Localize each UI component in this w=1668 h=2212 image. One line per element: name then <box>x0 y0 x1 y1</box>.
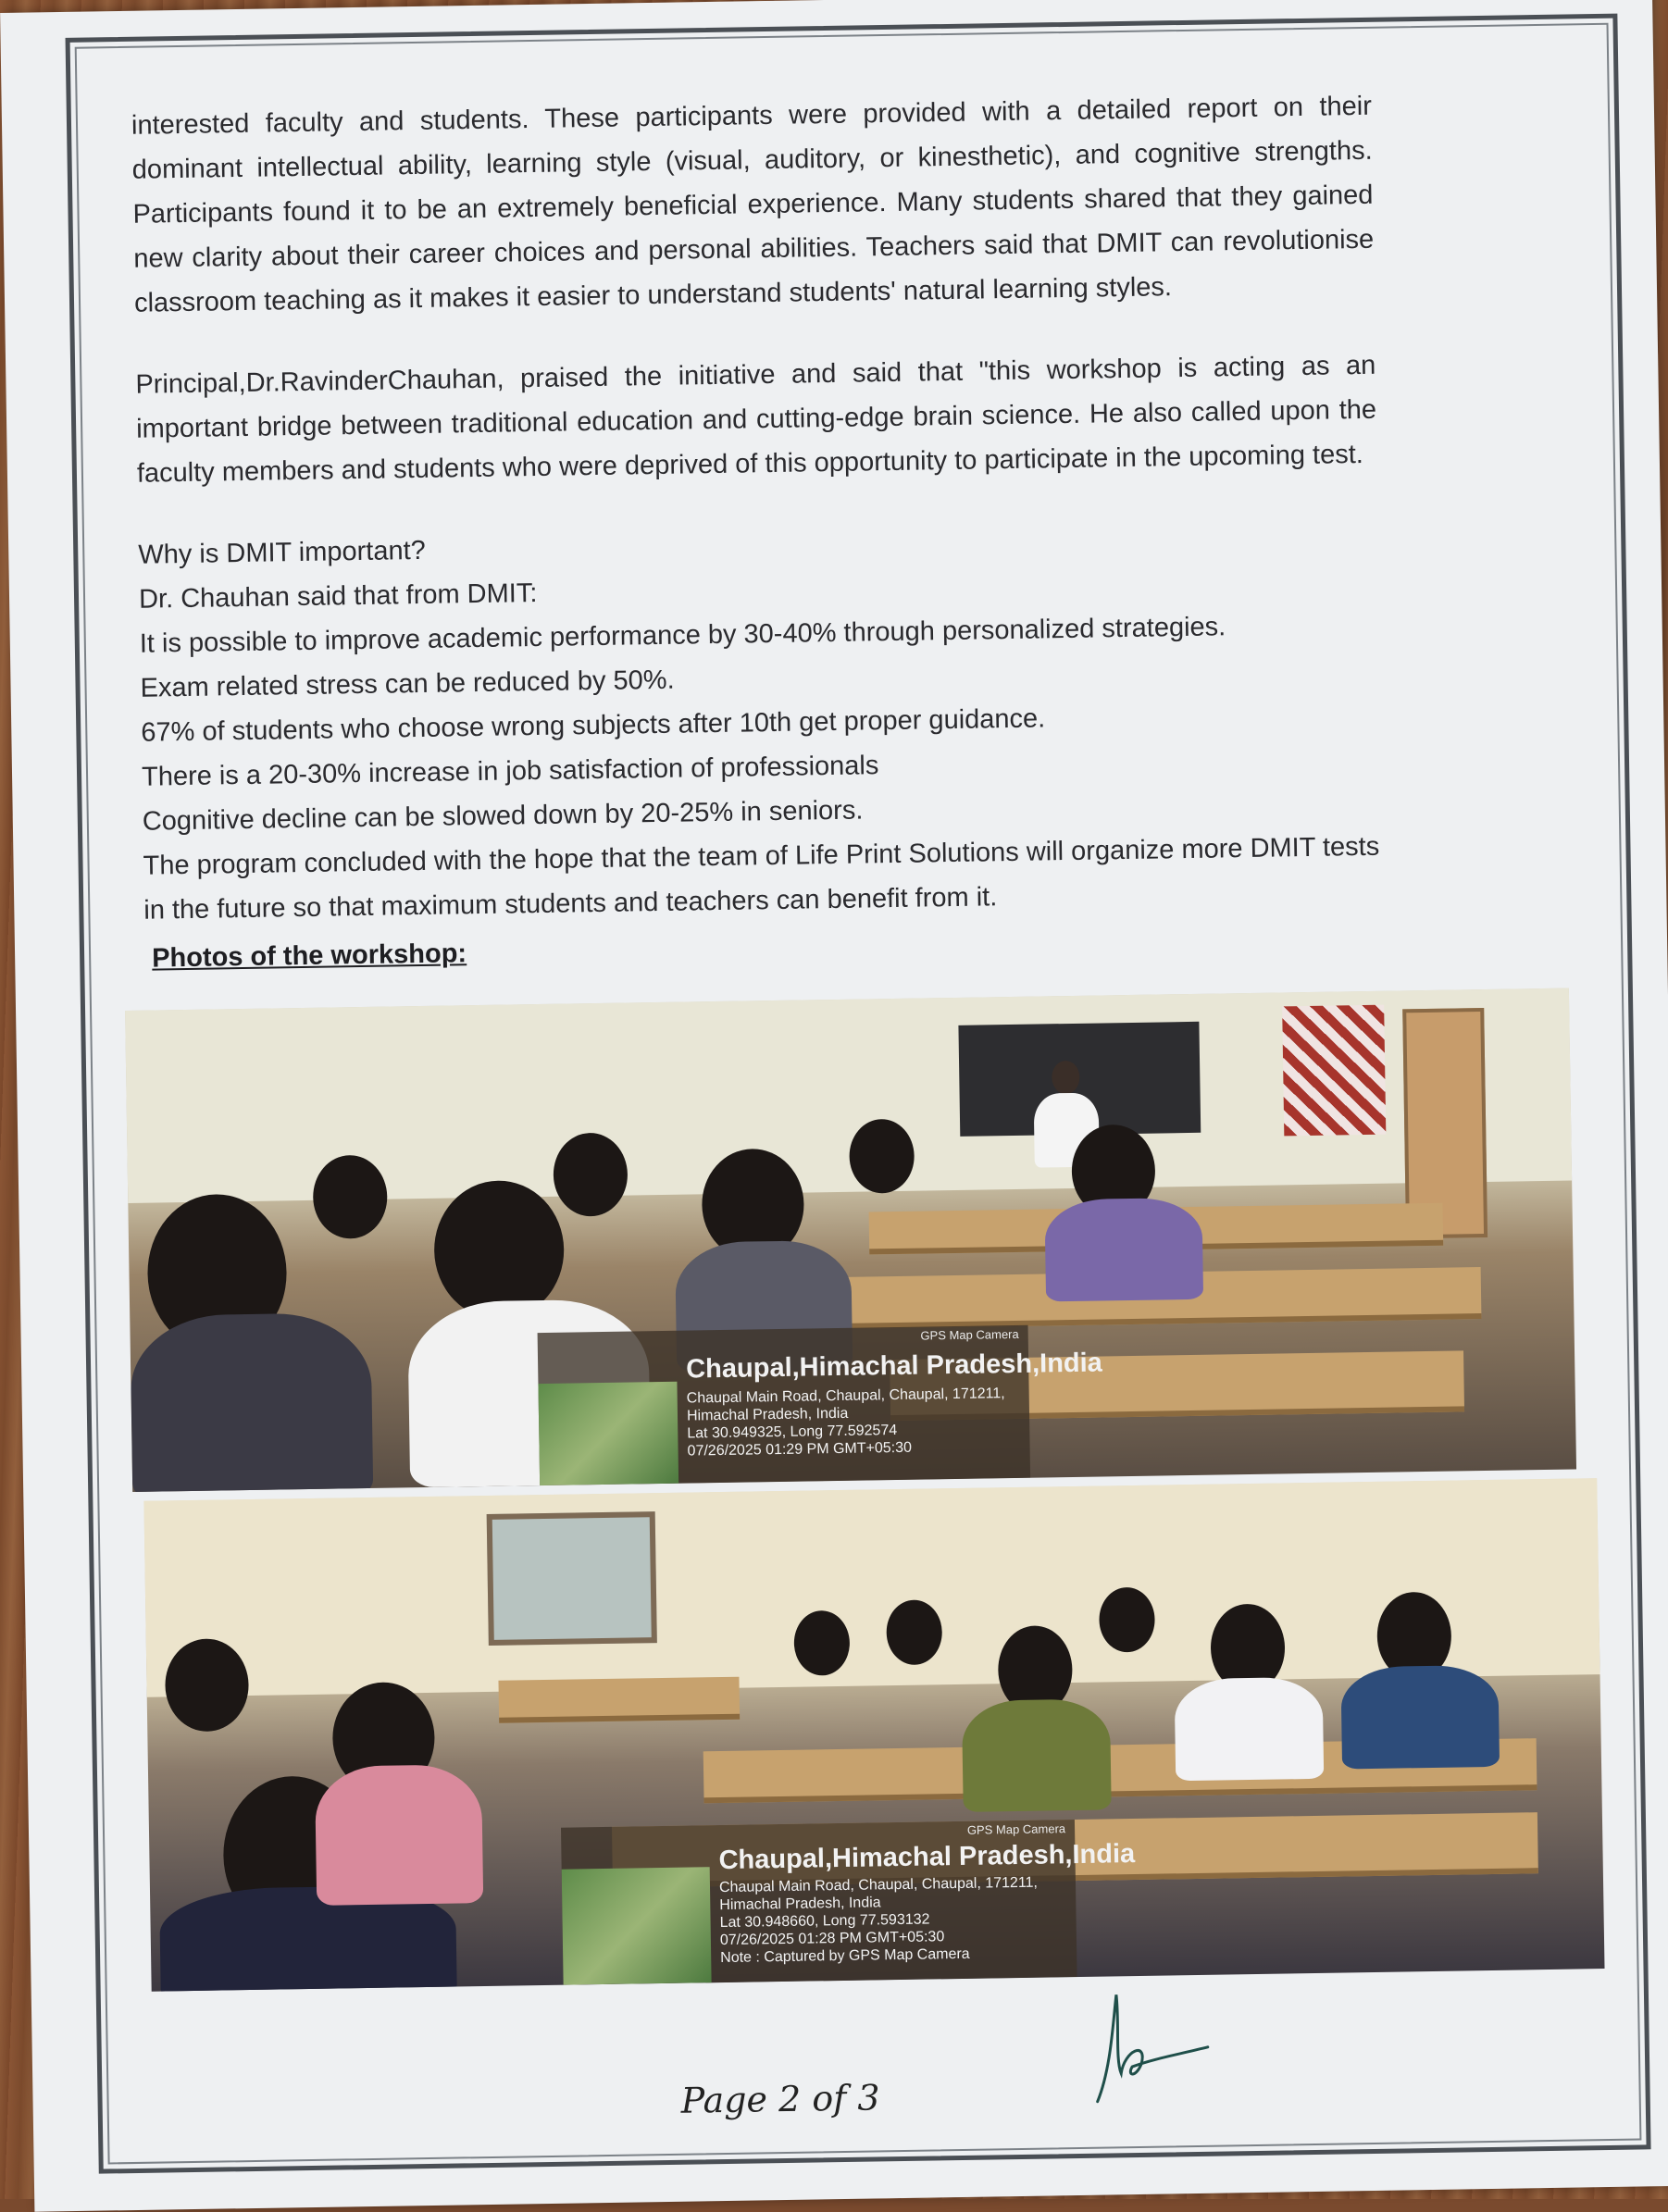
workshop-photo-1 <box>125 988 1576 1492</box>
benefit-job-satisfaction: There is a 20-30% increase in job satisfaction of professionals <box>141 751 879 792</box>
paragraph-participants: interested faculty and students. These participants were provided with a detailed report on their dominant intellectual ability, learning style (visual, auditory, or kinesthetic), and cognitive strengths. Participants found it to be an extremely beneficial experience. Many students shared that they gained new clarity about their career choices and personal abilities. Teachers said that DMIT can revolutionise classroom teaching as it makes it easier to understand students' natural learning styles. <box>131 91 1375 318</box>
student-head <box>553 1133 628 1217</box>
student-body <box>1175 1677 1325 1781</box>
curtain <box>1282 1005 1386 1137</box>
gps-location-title: Chaupal,Himachal Pradesh,India <box>718 1839 1136 1876</box>
student-body <box>130 1312 373 1492</box>
speaker-head <box>1052 1061 1080 1094</box>
map-thumbnail <box>562 1867 712 1984</box>
benefit-subject-guidance: 67% of students who choose wrong subjects after 10th get proper guidance. <box>141 703 1046 748</box>
gps-address: Chaupal Main Road, Chaupal, Chaupal, 171211, <box>718 1874 1039 1896</box>
student-body <box>1044 1198 1203 1302</box>
gps-region: Himachal Pradesh, India <box>719 1895 881 1914</box>
paragraph-principal-remarks: Principal,Dr.RavinderChauhan, praised the initiative and said that "this workshop is acting as an important bridge between traditional education and cutting-edge brain science. He also called upon the faculty members and students who were deprived of this opportunity to participate in the upcoming test. <box>135 350 1377 489</box>
photos-heading: Photos of the workshop: <box>151 938 467 974</box>
classroom-wall <box>143 1478 1600 1697</box>
gps-datetime: 07/26/2025 01:29 PM GMT+05:30 <box>687 1439 913 1460</box>
gps-location-title: Chaupal,Himachal Pradesh,India <box>685 1348 1103 1385</box>
student-head <box>313 1155 388 1239</box>
workshop-photo-2 <box>143 1478 1604 1992</box>
student-head <box>165 1638 250 1732</box>
gps-coordinates: Lat 30.948660, Long 77.593132 <box>719 1911 930 1932</box>
student-body <box>962 1698 1112 1811</box>
section-heading-why-dmit: Why is DMIT important? <box>138 535 427 570</box>
report-body <box>131 84 1386 981</box>
gps-coordinates: Lat 30.949325, Long 77.592574 <box>687 1422 898 1442</box>
gps-region: Himachal Pradesh, India <box>686 1405 849 1424</box>
benefit-academic-performance: It is possible to improve academic performance by 30-40% through personalized strategies. <box>139 612 1226 659</box>
gps-address: Chaupal Main Road, Chaupal, Chaupal, 171211, <box>686 1386 1005 1407</box>
gps-overlay <box>538 1325 1103 1485</box>
map-thumbnail <box>538 1382 678 1485</box>
gps-brand-label: GPS Map Camera <box>966 1821 1066 1837</box>
page-number: Page 2 of 3 <box>680 2077 880 2121</box>
handwritten-signature <box>1068 1983 1227 2106</box>
gps-datetime: 07/26/2025 01:28 PM GMT+05:30 <box>719 1929 945 1949</box>
classroom-window <box>487 1511 657 1646</box>
conclusion-text: The program concluded with the hope that the team of Life Print Solutions will organize more DMIT tests in the future so that maximum students and teachers can benefit from it. <box>143 831 1380 926</box>
statement-intro: Dr. Chauhan said that from DMIT: <box>138 578 538 615</box>
benefit-cognitive-decline: Cognitive decline can be slowed down by 20-25% in seniors. <box>142 795 864 837</box>
gps-brand-label: GPS Map Camera <box>920 1326 1019 1343</box>
gps-note: Note : Captured by GPS Map Camera <box>720 1945 970 1967</box>
student-body <box>315 1764 483 1906</box>
student-body <box>1340 1665 1500 1770</box>
desk-row <box>498 1677 740 1723</box>
gps-overlay <box>561 1820 1136 1985</box>
benefit-exam-stress: Exam related stress can be reduced by 50%. <box>140 665 675 703</box>
